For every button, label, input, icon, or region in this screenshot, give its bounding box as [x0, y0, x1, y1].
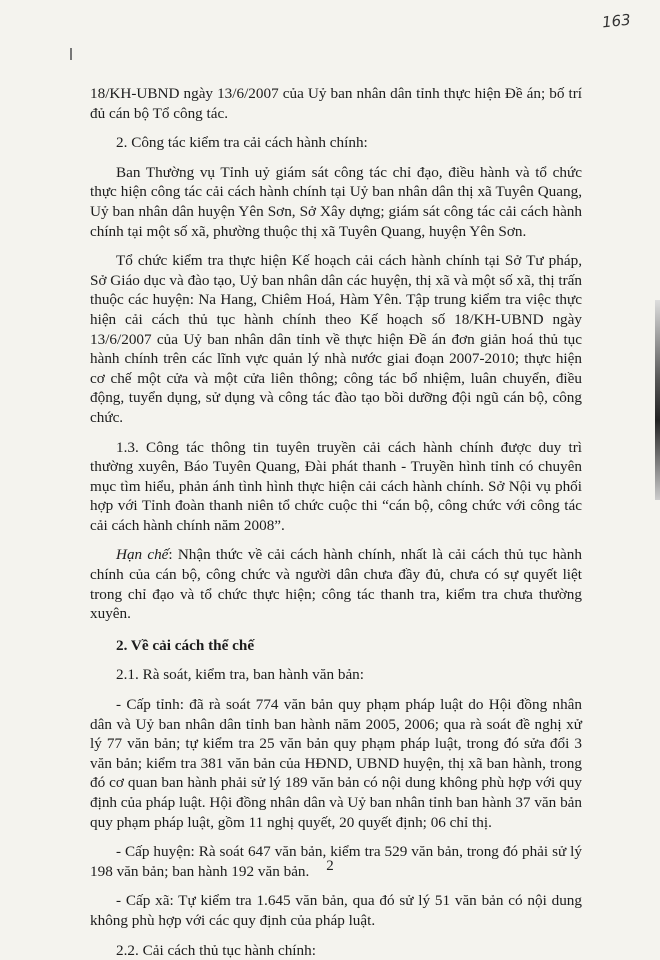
heading-institutional-reform: 2. Về cải cách thể chế: [116, 636, 255, 654]
paragraph-province-level: - Cấp tỉnh: đã rà soát 774 văn bản quy phạm pháp luật do Hội đồng nhân dân và Uỷ ban nhân dân tỉnh ban hành năm 2005, 2006; qua rà soát đề nghị xử lý 77 văn bản; tự kiểm tra 25 văn bản quy phạm pháp luật, trong đó sửa đổi 3 văn bản; kiểm tra 381 văn bản của HĐND, UBND huyện, thị xã ban hành, trong đó cơ quan ban hành phải sử lý 189 văn bản có nội dung không phù hợp với quy định của pháp luật. Hội đồng nhân dân và Uỷ ban nhân tỉnh ban hành 37 văn bản quy phạm pháp luật, gồm 11 nghị quyết, 20 quyết định; 06 chỉ thị.: [90, 696, 582, 831]
paragraph-1: 18/KH-UBND ngày 13/6/2007 của Uỷ ban nhân dân tỉnh thực hiện Đề án; bố trí đủ cán bộ Tổ công tác.: [90, 85, 582, 122]
page-number: 2: [326, 858, 334, 874]
paragraph-district-level: - Cấp huyện: Rà soát 647 văn bản, kiểm tra 529 văn bản, trong đó phải sử lý 198 văn bản; ban hành 192 văn bản.: [90, 843, 582, 880]
heading-inspection: 2. Công tác kiểm tra cải cách hành chính:: [116, 134, 368, 152]
limitations-text: : Nhận thức về cải cách hành chính, nhất là cải cách thủ tục hành chính của cán bộ, công chức và người dân chưa đầy đủ, chưa có sự quyết liệt trong chỉ đạo và tổ chức thực hiện; công tác thanh tra, kiểm tra chưa thường xuyên.: [90, 546, 582, 623]
paragraph-3: Ban Thường vụ Tỉnh uỷ giám sát công tác chỉ đạo, điều hành và tổ chức thực hiện công tác cải cách hành chính tại Uỷ ban nhân dân thị xã Tuyên Quang, Uỷ ban nhân dân huyện Yên Sơn, Sở Xây dựng; giám sát công tác cải cách hành chính tại một số xã, phường thuộc thị xã Tuyên Quang, huyện Yên Sơn.: [90, 163, 582, 240]
limitations-label: Hạn chế: [116, 546, 169, 564]
heading-admin-procedures: 2.2. Cải cách thủ tục hành chính:: [116, 941, 316, 959]
heading-document-review: 2.1. Rà soát, kiểm tra, ban hành văn bản:: [116, 666, 364, 684]
margin-mark: [70, 48, 72, 60]
paragraph-5: 1.3. Công tác thông tin tuyên truyền cải cách hành chính được duy trì thường xuyên, Báo Tuyên Quang, Đài phát thanh - Truyền hình tỉnh có chuyên mục tìm hiểu, phản ánh tình hình thực hiện cải cách hành chính. Sở Nội vụ phối hợp với Tỉnh đoàn thanh niên tổ chức cuộc thi “cán bộ, công chức với công tác cải cách hành chính năm 2008”.: [90, 438, 582, 534]
scan-edge-shadow: [655, 300, 660, 500]
paragraph-commune-level: - Cấp xã: Tự kiểm tra 1.645 văn bản, qua đó sử lý 51 văn bản có nội dung không phù hợp với các quy định của pháp luật.: [90, 892, 582, 929]
paragraph-limitations: [90, 545, 582, 623]
paragraph-4: Tổ chức kiểm tra thực hiện Kế hoạch cải cách hành chính tại Sở Tư pháp, Sở Giáo dục và đào tạo, Uỷ ban nhân dân các huyện, thị xã và một số xã, thị trấn thuộc các huyện: Na Hang, Chiêm Hoá, Hàm Yên. Tập trung kiểm tra việc thực hiện cải cách thủ tục hành chính theo Kế hoạch số 18/KH-UBND ngày 13/6/2007 của Uỷ ban nhân dân tỉnh về thực hiện Đề án đơn giản hoá thủ tục hành chính trên các lĩnh vực quản lý nhà nước giai đoạn 2007-2010; thực hiện cơ chế một cửa và một cửa liên thông; công tác bổ nhiệm, luân chuyển, điều động, tuyển dụng, sử dụng và công tác đào tạo bồi dưỡng đội ngũ cán bộ, công chức.: [90, 252, 582, 426]
document-body: [90, 84, 582, 960]
handwritten-page-number: 163: [601, 10, 632, 32]
